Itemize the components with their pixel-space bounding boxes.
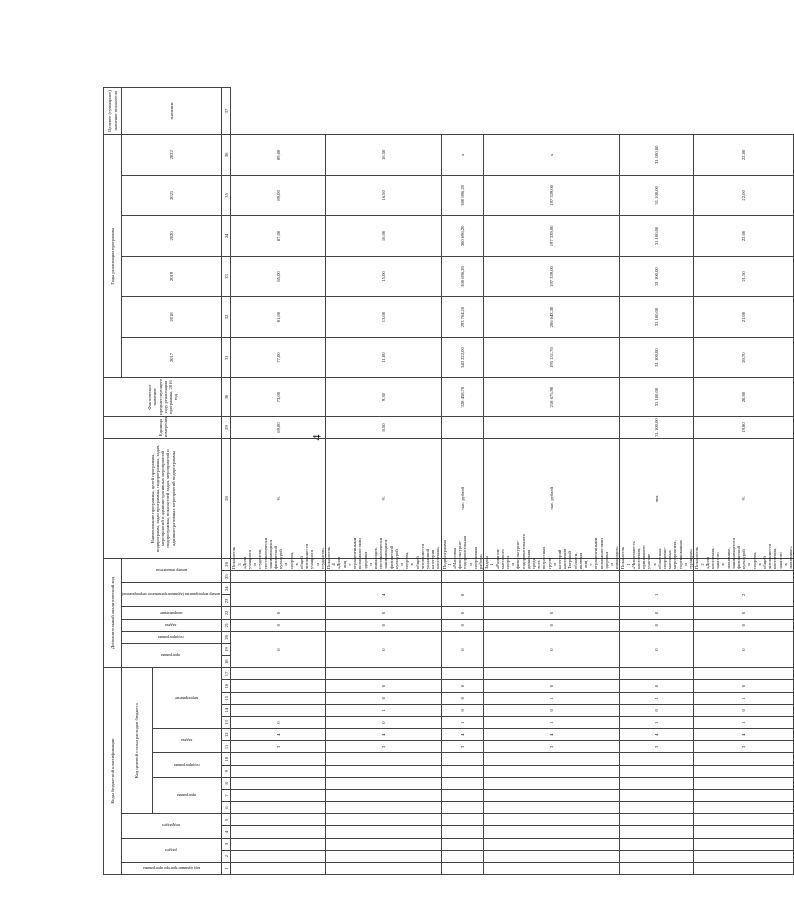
row-year-value: 300 696,20 (441, 216, 484, 257)
code-tail-cell: 0 (326, 607, 441, 619)
year-2022-header: 2022 (122, 135, 222, 176)
target-item-code-header: Код целевой статьи расходов бюджета (122, 668, 153, 814)
code-tail-cell: 0 (694, 631, 794, 667)
unit-column-header: Единица измерения (104, 416, 222, 438)
code-cell-empty (620, 862, 694, 874)
code-tail-cell: 0 (231, 631, 326, 667)
program-indicators-table (103, 87, 794, 875)
code-cell-empty (231, 838, 326, 850)
code-cell: 0 (620, 704, 694, 716)
row-year-value: 31 100,00 (620, 256, 694, 297)
code-cell (441, 668, 484, 680)
code-cell (694, 668, 794, 680)
code-cell-empty (694, 571, 794, 583)
code-cell: 0 (231, 716, 326, 728)
code-tail-cell: 0 (484, 619, 620, 631)
code-cell (484, 668, 620, 680)
code-cell-empty (694, 777, 794, 789)
row-year-value: 20,80 (694, 378, 794, 417)
row-year-value: 87,00 (231, 216, 326, 257)
code-cell: 0 (326, 692, 441, 704)
code-cell-empty (620, 765, 694, 777)
code-cell-empty (231, 753, 326, 765)
code-cell-empty (441, 765, 484, 777)
vlabel-subsection: подраздел (122, 814, 222, 838)
code-cell: 3 (694, 741, 794, 753)
row-name: Задача 1 «Развитие массового спорта и физкультурно-оздоровительного движения среди всех возрастных групп и категорий населения Тверской области, включая лиц с ограниченными возможностями здоровья и инвалидов» (484, 533, 620, 570)
row-year-value: 11,00 (326, 337, 441, 378)
code-cell-empty (326, 826, 441, 838)
code-cell-empty (694, 814, 794, 826)
code-cell-empty (694, 850, 794, 862)
vlabel-direction: направление (122, 607, 222, 619)
year-2021-header: 2021 (122, 175, 222, 216)
row-year-value: 21,50 (694, 256, 794, 297)
code-cell-empty (326, 850, 441, 862)
code-cell: 1 (694, 692, 794, 704)
vlabel-event-number: номер мероприятия (административного мероприятия) (122, 583, 222, 607)
row-year-value: 89,00 (231, 175, 326, 216)
code-tail-cell: 0 (694, 607, 794, 619)
row-year-value: 31 100,00 (620, 297, 694, 338)
code-tail-cell: 0 (620, 619, 694, 631)
code-cell-empty (231, 862, 326, 874)
years-group-header: Годы реализации программы (104, 135, 122, 378)
code-cell (326, 668, 441, 680)
code-cell-empty (326, 777, 441, 789)
code-cell: 0 (484, 704, 620, 716)
table-row (694, 88, 794, 875)
code-cell-empty (326, 802, 441, 814)
code-cell: 0 (694, 680, 794, 692)
code-cell: 4 (620, 729, 694, 741)
code-tail-cell: 2 (694, 583, 794, 607)
row-final-value: х (441, 135, 484, 176)
row-year-value: 16,00 (326, 216, 441, 257)
table-row (326, 88, 441, 875)
code-cell: 1 (694, 716, 794, 728)
column-number-row: 1 2 3 4 5 6 7 8 9 10 11 12 13 14 15 16 17 18 19 20 21 22 23 24 25 26 28 29 30 31 32 33 34 35 36 37 (222, 88, 231, 875)
row-name: Показатель 3 «Доля учащихся и студентов, систематически занимающихся физической культурой и спортом, в общей численности учащихся и студентов» (231, 537, 325, 570)
code-tail-cell: 0 (441, 619, 484, 631)
code-cell (620, 668, 694, 680)
code-cell-empty (694, 826, 794, 838)
code-tail-cell: 0 (484, 631, 620, 667)
row-year-value: 22,00 (694, 216, 794, 257)
code-cell-empty (484, 850, 620, 862)
code-cell-empty (441, 838, 484, 850)
code-cell-empty (231, 571, 326, 583)
code-cell-empty (441, 571, 484, 583)
row-base-value (441, 416, 484, 438)
row-year-value: 20,70 (694, 337, 794, 378)
code-cell: 3 (231, 741, 326, 753)
code-tail-cell: 0 (441, 631, 484, 667)
row-name: Подпрограмма 1 «Массовая физкультурно-оздоровительная и спортивная работа» (441, 536, 483, 570)
code-cell-empty (484, 802, 620, 814)
code-tail-cell: 0 (326, 619, 441, 631)
code-cell-empty (441, 777, 484, 789)
code-cell-empty (694, 802, 794, 814)
code-cell (231, 680, 326, 692)
year-2018-header: 2018 (122, 297, 222, 338)
vlabel-program: программа (122, 643, 222, 667)
code-cell-empty (441, 802, 484, 814)
code-cell-empty (326, 838, 441, 850)
row-year-value: 31 100,00 (620, 175, 694, 216)
code-cell-empty (620, 826, 694, 838)
code-cell: 0 (620, 680, 694, 692)
code-cell: 0 (441, 704, 484, 716)
vlabel-program-code: программа (153, 777, 222, 813)
code-tail-cell (484, 583, 620, 607)
code-cell-empty (231, 850, 326, 862)
code-cell-empty (620, 777, 694, 789)
code-cell-empty (231, 802, 326, 814)
row-final-value: 31 100,00 (620, 135, 694, 176)
code-cell-empty (484, 765, 620, 777)
row-year-value: 73,00 (231, 378, 326, 417)
row-year-value: 218 675,90 (484, 378, 620, 417)
row-unit: % (694, 439, 794, 559)
code-cell-empty (620, 571, 694, 583)
code-cell-empty (441, 814, 484, 826)
table-row (620, 88, 694, 875)
row-year-value: 293 764,10 (441, 297, 484, 338)
table-row (484, 88, 620, 875)
code-cell-empty (620, 814, 694, 826)
code-cell: 1 (484, 716, 620, 728)
row-year-value: 195 131,70 (484, 337, 620, 378)
year-2019-header: 2019 (122, 256, 222, 297)
code-cell-empty (326, 814, 441, 826)
vlabel-subprogram-code: подпрограмма (153, 753, 222, 777)
row-year-value: 197 339,00 (484, 256, 620, 297)
row-year-value: 328 458,70 (441, 378, 484, 417)
row-base-value: 31 100,00 (620, 416, 694, 438)
row-year-value: 31 100,00 (620, 378, 694, 417)
row-final-value: х (484, 135, 620, 176)
row-final-value: 89,00 (231, 135, 326, 176)
code-cell: 4 (441, 729, 484, 741)
code-cell-empty (326, 753, 441, 765)
code-tail-cell: 0 (694, 619, 794, 631)
row-base-value: 8,50 (326, 416, 441, 438)
code-tail-cell: 0 (231, 619, 326, 631)
code-cell: 0 (326, 716, 441, 728)
code-cell: 4 (484, 729, 620, 741)
code-cell: 0 (484, 680, 620, 692)
code-tail-cell: 0 (441, 583, 484, 607)
row-year-value: 9,30 (326, 378, 441, 417)
code-cell: 3 (620, 741, 694, 753)
code-tail-cell: 0 (231, 607, 326, 619)
vlabel-indicator-number: номер показателя (122, 558, 222, 582)
code-cell-empty (620, 789, 694, 801)
code-cell: 0 (441, 680, 484, 692)
row-year-value: 21,00 (694, 297, 794, 338)
code-cell-empty (620, 802, 694, 814)
name-column-header: Наименование программы, целей программы, подпрограмм, задач программы, подпрограммы, задач, мероприятий и административных мероприятий подпрограммы, показателей задач, мероприятий и административных мероприятий подпрограммы (104, 439, 222, 559)
row-base-value: 19,80 (694, 416, 794, 438)
code-tail-cell: 0 (484, 607, 620, 619)
code-cell-empty (231, 765, 326, 777)
row-year-value: 77,00 (231, 337, 326, 378)
table-row (441, 88, 484, 875)
row-unit: чел. (620, 439, 694, 559)
codes-group-header: Коды бюджетной классификации (104, 668, 122, 875)
code-cell: 4 (231, 729, 326, 741)
code-cell: 0 (694, 704, 794, 716)
row-name: Показатель 1 «Численность населения, принявшего участие в областных спортивно-массовых мероприятиях, соревнованиях и турнирах» (620, 539, 694, 570)
vlabel-event-code: мероприятие (153, 668, 222, 729)
final-value-header: Целевое (суммарное) значение показателя (104, 88, 122, 135)
row-final-value: 22,00 (694, 135, 794, 176)
vlabel-task-code: задача (153, 729, 222, 753)
code-cell (231, 692, 326, 704)
code-cell-empty (694, 838, 794, 850)
code-cell-empty (326, 571, 441, 583)
table-row (231, 88, 326, 875)
code-cell-empty (441, 850, 484, 862)
code-cell-empty (620, 753, 694, 765)
code-cell: 1 (620, 692, 694, 704)
code-tail-cell (231, 583, 326, 607)
row-year-value: 16,50 (326, 175, 441, 216)
code-cell-empty (484, 777, 620, 789)
row-year-value: 300 696,20 (441, 175, 484, 216)
row-year-value: 343 222,00 (441, 337, 484, 378)
row-year-value: 81,00 (231, 297, 326, 338)
row-final-value: 16,50 (326, 135, 441, 176)
vlabel-admin-code: код администратора программы (122, 862, 222, 874)
code-cell-empty (484, 862, 620, 874)
row-base-value: 69,00 (231, 416, 326, 438)
code-cell: 0 (441, 692, 484, 704)
code-cell: 1 (326, 704, 441, 716)
code-cell: 3 (326, 741, 441, 753)
code-cell (231, 704, 326, 716)
code-cell-empty (484, 571, 620, 583)
code-cell-empty (694, 789, 794, 801)
row-unit: тыс. рублей (484, 439, 620, 559)
row-year-value: 13,00 (326, 297, 441, 338)
code-tail-cell: 0 (620, 631, 694, 667)
row-year-value: 300 696,20 (441, 256, 484, 297)
code-cell-empty (484, 753, 620, 765)
data-rows (231, 88, 794, 875)
page-number: 4 (309, 434, 324, 441)
code-cell-empty (484, 814, 620, 826)
code-cell-empty (484, 838, 620, 850)
row-unit: % (231, 439, 326, 559)
row-year-value: 31 100,00 (620, 216, 694, 257)
code-tail-cell: 0 (326, 631, 441, 667)
row-unit: % (326, 439, 441, 559)
row-year-value: 197 339,00 (484, 216, 620, 257)
row-year-value: 197 339,00 (484, 175, 620, 216)
row-year-value: 15,00 (326, 256, 441, 297)
code-cell-empty (694, 862, 794, 874)
program-table-sheet (103, 87, 793, 875)
additional-code-header: Дополнительный аналитический код (104, 558, 122, 667)
code-cell (231, 668, 326, 680)
vlabel-task: задача (122, 619, 222, 631)
row-unit: тыс. рублей (441, 439, 484, 559)
code-cell-empty (441, 862, 484, 874)
code-cell: 4 (694, 729, 794, 741)
code-cell-empty (326, 789, 441, 801)
vlabel-section: раздел (122, 838, 222, 862)
row-year-value: 85,00 (231, 256, 326, 297)
code-tail-cell: 0 (441, 607, 484, 619)
code-cell-empty (231, 777, 326, 789)
code-cell-empty (620, 838, 694, 850)
code-cell: 0 (326, 680, 441, 692)
code-tail-cell: 0 (620, 607, 694, 619)
code-cell: 4 (326, 729, 441, 741)
code-cell-empty (326, 765, 441, 777)
code-cell-empty (620, 850, 694, 862)
code-cell-empty (231, 814, 326, 826)
row-name: Показатель 4 «Доля лиц с ограниченными возможностями здоровья и инвалидов, систематически занимающихся физической культурой и спортом, в общей численности указанной категории населения» (326, 537, 441, 570)
code-cell: 1 (441, 716, 484, 728)
year-2017-header: 2017 (122, 337, 222, 378)
code-cell: 3 (441, 741, 484, 753)
code-tail-cell: 1 (620, 583, 694, 607)
code-cell-empty (441, 826, 484, 838)
code-cell-empty (231, 789, 326, 801)
row-year-value: 22,00 (694, 175, 794, 216)
vlabel-subprogram: подпрограмма (122, 631, 222, 643)
code-tail-cell: 4 (326, 583, 441, 607)
final-value-subheader: значение (122, 88, 222, 135)
code-cell: 1 (484, 692, 620, 704)
row-year-value: 31 100,00 (620, 337, 694, 378)
row-base-value (484, 416, 620, 438)
code-cell-empty (441, 789, 484, 801)
code-cell-empty (694, 765, 794, 777)
code-cell-empty (484, 826, 620, 838)
year-2020-header: 2020 (122, 216, 222, 257)
code-cell-empty (441, 753, 484, 765)
code-cell-empty (694, 753, 794, 765)
code-cell-empty (326, 862, 441, 874)
code-cell-empty (231, 826, 326, 838)
row-name: Показатель 2 «Доля населения, занятого в экономике, занимающегося физической культурой и спортом, в общей численности населения, занятого в экономике» (694, 537, 793, 570)
base-year-column-header: Фактическое значение предшествующего году реализации программы, 2016 год (104, 378, 222, 417)
code-cell: 1 (620, 716, 694, 728)
code-cell: 3 (484, 741, 620, 753)
code-cell-empty (484, 789, 620, 801)
row-year-value: 206 643,30 (484, 297, 620, 338)
